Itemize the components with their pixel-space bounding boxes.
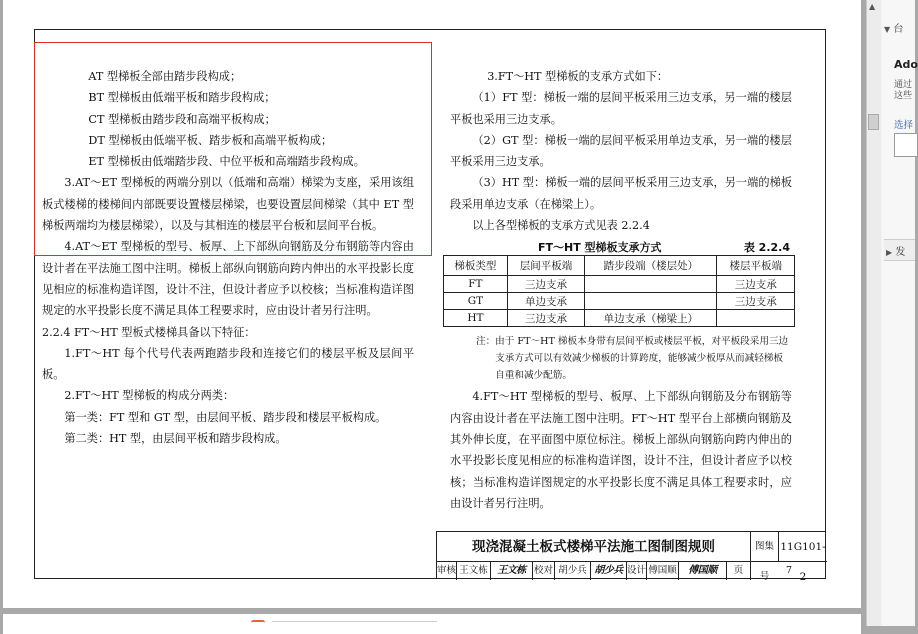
paragraph: （1）FT 型：梯板一端的层间平板采用三边支承，另一端的楼层平板也采用三边支承。 (450, 91, 792, 126)
checker-name: 胡少兵 (555, 562, 591, 580)
panel-header[interactable] (884, 20, 903, 35)
check-label: 校对 (533, 562, 555, 580)
paragraph: 3.AT～ET 型梯板的两端分别以（低端和高端）梯梁为支座，采用该组板式楼梯的楼梯间内部既要设置楼层梯梁，也要设置层间梯梁（其中 ET 型梯板两端均为楼层梯梁），以及与其相连的楼层平台板和层间平台板。 (42, 176, 414, 233)
scrollbar-thumb[interactable] (868, 114, 879, 130)
table-header: 层间平板端 (507, 256, 584, 276)
table-row (444, 276, 795, 293)
table-header: 楼层平板端 (717, 256, 795, 276)
table-cell: 三边支承 (507, 310, 584, 327)
paragraph: ET 型梯板由低端踏步段、中位平板和高端踏步段构成。 (88, 155, 365, 169)
checker-signature: 胡少兵 (591, 562, 627, 580)
set-number: 11G101-2 (779, 532, 827, 562)
next-page-mark (251, 620, 265, 625)
table-cell: 三边支承 (717, 293, 795, 310)
paragraph: 1.FT～HT 每个代号代表两跑踏步段和连接它们的楼层平板及层间平板。 (42, 346, 414, 382)
table-header: 梯板类型 (444, 256, 508, 276)
table-header-row (444, 256, 795, 276)
table-number: 表 2.2.4 (743, 241, 790, 255)
reviewer-signature: 王文栋 (491, 562, 533, 580)
panel-section-label: 发 (895, 247, 906, 258)
table-caption (448, 237, 792, 255)
design-label: 设计 (627, 562, 647, 580)
page-label: 页 (727, 562, 751, 580)
table-cell: FT (444, 276, 508, 293)
panel-section-header[interactable] (886, 243, 905, 258)
designer-signature: 傅国顺 (679, 562, 727, 580)
set-number-label: 图集号 (751, 532, 779, 562)
paragraph: （2）GT 型：梯板一端的层间平板采用单边支承，另一端的楼层平板采用三边支承。 (450, 133, 792, 169)
paragraph: 3.FT～HT 型梯板的支承方式如下： (487, 70, 669, 83)
table-cell (585, 276, 717, 293)
panel-text (894, 80, 912, 102)
table-cell: 单边支承 (507, 293, 584, 310)
table-header: 踏步段端（楼层处） (585, 256, 717, 276)
next-page-line (272, 621, 437, 622)
paragraph: 2.FT～HT 型梯板的构成分两类： (64, 389, 235, 403)
signature-row (437, 562, 827, 580)
right-column (448, 66, 792, 514)
table-cell: 单边支承（梯梁上） (585, 310, 717, 327)
panel-text-line: 这些 (894, 91, 913, 101)
chevron-down-icon: ▼ (884, 25, 891, 34)
paragraph: （3）HT 型：梯板一端的层间平板采用三边支承，另一端的梯板段采用单边支承（在梯梁上）。 (450, 176, 792, 211)
paragraph: BT 型梯板由低端平板和踏步段构成； (88, 91, 276, 105)
title-block (436, 531, 826, 583)
vertical-scrollbar[interactable] (866, 0, 881, 626)
paragraph: 4.AT～ET 型梯板的型号、板厚、上下部纵向钢筋及分布钢筋等内容由设计者在平法施工图中注明。梯板上部纵向钢筋向跨内伸出的水平投影长度见相应的标准构造详图，设计不注，但设计者应予以校核；当标准构造详图规定的水平投影长度不满足具体工程要求时，应由设计者另行注明。 (42, 240, 414, 318)
next-pdf-page (3, 614, 861, 634)
table-row (444, 293, 795, 310)
page-number: 7 (785, 565, 793, 576)
drawing-title: 现浇混凝土板式楼梯平法施工图制图规则 (437, 532, 751, 562)
panel-header-label: 台 (893, 24, 904, 35)
paragraph: 以上各型梯板的支承方式见表 2.2.4 (472, 219, 650, 233)
table-cell: HT (444, 310, 508, 327)
paragraph: 第二类：HT 型，由层间平板和踏步段构成。 (64, 432, 287, 446)
table-cell: 三边支承 (717, 276, 795, 293)
reviewer-name: 王文栋 (457, 562, 491, 580)
panel-title: Ado (894, 58, 918, 71)
paragraph: 第一类：FT 型和 GT 型，由层间平板、踏步段和楼层平板构成。 (64, 410, 387, 424)
panel-text-line: 通过 (894, 80, 913, 90)
paragraph: DT 型梯板由低端平板、踏步板和高端平板构成； (88, 133, 333, 147)
table-cell (585, 293, 717, 310)
support-table (443, 255, 795, 327)
paragraph: AT 型梯板全部由踏步段构成； (88, 70, 242, 83)
left-column (42, 66, 414, 449)
designer-name: 傅国顺 (647, 562, 679, 580)
review-label: 审核 (437, 562, 457, 580)
table-row (444, 310, 795, 327)
panel-input[interactable] (894, 133, 918, 157)
table-cell: GT (444, 293, 508, 310)
table-cell (717, 310, 795, 327)
table-title: FT～HT 型梯板支承方式 (538, 241, 662, 255)
chevron-right-icon: ▶ (886, 248, 893, 257)
table-note: 注：由于 FT～HT 梯板本身带有层间平板或楼层平板，对平板段采用三边支承方式可以有效减少梯板的计算跨度，能够减少板厚从而减轻梯板自重和减少配筋。 (476, 336, 789, 382)
section-heading: 2.2.4 FT～HT 型板式楼梯具备以下特征： (42, 325, 256, 339)
paragraph: CT 型梯板由踏步段和高端平板构成； (88, 112, 276, 126)
panel-link[interactable]: 选择 (894, 120, 914, 131)
scroll-up-arrow-icon[interactable]: ▲ (869, 2, 876, 11)
paragraph: 4.FT～HT 型梯板的型号、板厚、上下部纵向钢筋及分布钢筋等内容由设计者在平法施工图中注明。FT～HT 型平台上部横向钢筋及其外伸长度，在平面图中原位标注。梯板上部纵向钢筋向跨内伸出的水平投影长度见相应的标准构造详图，设计不注，但设计者应予以校核；当标准构造详图规定的水平投影长度不满足具体工程要求时，应由设计者另行注明。 (450, 390, 792, 510)
table-cell: 三边支承 (507, 276, 584, 293)
